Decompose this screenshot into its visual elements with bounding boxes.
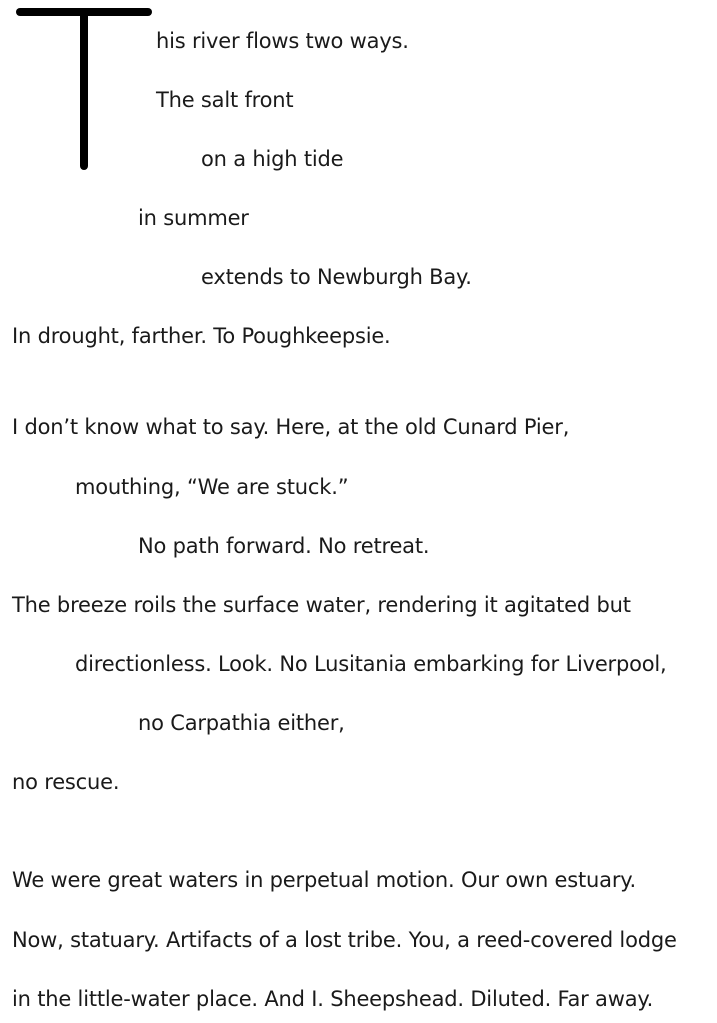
poem-line-6: In drought, farther. To Poughkeepsie. xyxy=(12,324,391,348)
poem-line-12: no Carpathia either, xyxy=(138,711,345,735)
poem-line-14: We were great waters in perpetual motion. Our own estuary. xyxy=(12,868,636,892)
poem-line-11: directionless. Look. No Lusitania embarking for Liverpool, xyxy=(75,652,667,676)
poem-line-15: Now, statuary. Artifacts of a lost tribe. You, a reed-covered lodge xyxy=(12,928,677,952)
drop-cap-letter xyxy=(16,8,152,172)
poem-line-9: No path forward. No retreat. xyxy=(138,534,430,558)
poem-line-16: in the little-water place. And I. Sheepshead. Diluted. Far away. xyxy=(12,987,654,1011)
poem-line-4: in summer xyxy=(138,206,249,230)
poem-line-13: no rescue. xyxy=(12,770,120,794)
poem-line-5: extends to Newburgh Bay. xyxy=(201,265,472,289)
poem-line-3: on a high tide xyxy=(201,147,344,171)
poem-line-7: I don’t know what to say. Here, at the old Cunard Pier, xyxy=(12,415,570,439)
poem-line-1: his river flows two ways. xyxy=(156,29,409,53)
poem-line-10: The breeze roils the surface water, rendering it agitated but xyxy=(12,593,631,617)
poem-line-8: mouthing, “We are stuck.” xyxy=(75,475,349,499)
poem-line-2: The salt front xyxy=(156,88,294,112)
